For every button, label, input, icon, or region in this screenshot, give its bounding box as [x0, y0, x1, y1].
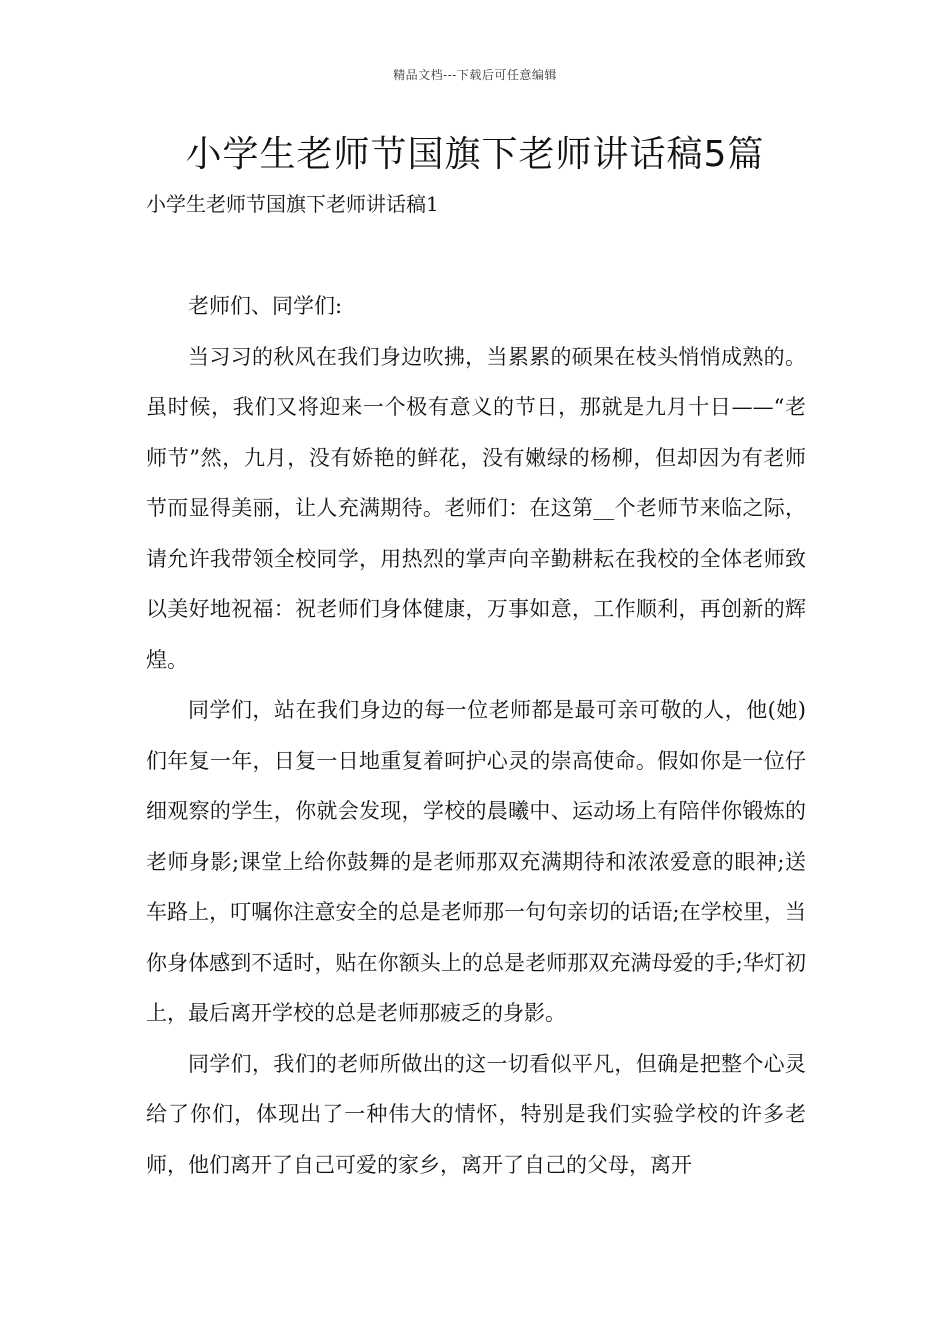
- body-paragraph: 当习习的秋风在我们身边吹拂，当累累的硕果在枝头悄悄成熟的。虽时候，我们又将迎来一个极有意义的节日，那就是九月十日——“老师节”然，九月，没有娇艳的鲜花，没有嫩绿的杨柳，但却因为有老师节而显得美丽，让人充满期待。老师们：在这第__个老师节来临之际，请允许我带领全校同学，用热烈的掌声向辛勤耕耘在我校的全体老师致以美好地祝福：祝老师们身体健康，万事如意，工作顺利，再创新的辉煌。: [146, 344, 806, 672]
- header-note: 精品文档---下载后可任意编辑: [393, 68, 557, 82]
- document-title: 小学生老师节国旗下老师讲话稿5篇: [185, 134, 765, 175]
- body-paragraph: 同学们，站在我们身边的每一位老师都是最可亲可敬的人，他(她)们年复一年，日复一日地重复着呵护心灵的崇高使命。假如你是一位仔细观察的学生，你就会发现，学校的晨曦中、运动场上有陪伴你锻炼的老师身影;课堂上给你鼓舞的是老师那双充满期待和浓浓爱意的眼神;送车路上，叮嘱你注意安全的总是老师那一句句亲切的话语;在学校里，当你身体感到不适时，贴在你额头上的总是老师那双充满母爱的手;华灯初上，最后离开学校的总是老师那疲乏的身影。: [146, 698, 806, 1025]
- section-subtitle: 小学生老师节国旗下老师讲话稿1: [146, 192, 439, 216]
- body-paragraph: 同学们，我们的老师所做出的这一切看似平凡，但确是把整个心灵给了你们，体现出了一种伟大的情怀，特别是我们实验学校的许多老师，他们离开了自己可爱的家乡，离开了自己的父母，离开: [146, 1051, 806, 1177]
- document-body: [146, 281, 806, 1190]
- greeting-paragraph: 老师们、同学们:: [188, 294, 343, 318]
